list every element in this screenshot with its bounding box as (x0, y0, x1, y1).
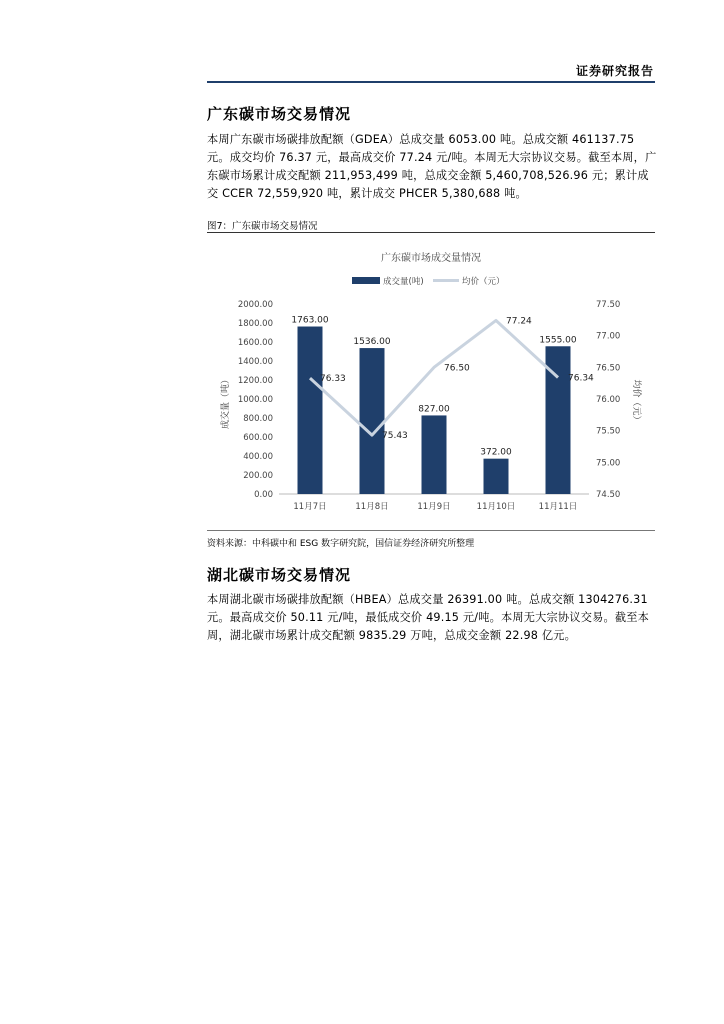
figure-bottom-divider (207, 530, 655, 531)
section-title-hubei: 湖北碳市场交易情况 (207, 566, 352, 584)
header-divider (207, 81, 655, 83)
y-tick-label: 800.00 (243, 414, 273, 424)
section-title-guangdong: 广东碳市场交易情况 (207, 105, 352, 123)
chart-title: 广东碳市场成交量情况 (381, 253, 481, 264)
price-value-label: 76.50 (444, 363, 470, 374)
y-axis-left (238, 300, 273, 500)
legend-swatch-volume (352, 277, 380, 284)
legend-label-price: 均价（元） (462, 277, 505, 287)
y-tick-label: 200.00 (243, 471, 273, 481)
paragraph-guangdong: 本周广东碳市场碳排放配额（GDEA）总成交量 6053.00 吨。总成交额 461137.75 元。成交均价 76.37 元，最高成交价 77.24 元/吨。本周无大宗协议交易。截至本周，广东碳市场累计成交配额 211,953,499 吨，总成交金额 5,460,708,526.96 元；累计成交 CCER 72,559,920 吨，累计成交 PHCER 5,380,688 吨。 (207, 133, 657, 200)
bar (484, 459, 509, 494)
combo-chart (207, 234, 655, 528)
y-tick-label: 1400.00 (237, 357, 273, 367)
x-tick-label: 11月11日 (538, 502, 578, 512)
x-tick-label: 11月10日 (476, 502, 516, 512)
y-axis-right (596, 300, 620, 500)
y-axis-right-label: 均价（元） (631, 379, 641, 425)
figure-caption: 图7：广东碳市场交易情况 (207, 221, 318, 232)
figure-source: 资料来源：中科碳中和 ESG 数字研究院，国信证券经济研究所整理 (207, 539, 475, 549)
y-tick-label: 400.00 (243, 452, 273, 462)
legend-swatch-price (433, 279, 459, 282)
y-tick-label: 1600.00 (237, 338, 273, 348)
y-tick-label: 1000.00 (237, 395, 273, 405)
bar-value-label: 1763.00 (291, 315, 329, 326)
paragraph-hubei: 本周湖北碳市场碳排放配额（HBEA）总成交量 26391.00 吨。总成交额 1304276.31 元。最高成交价 50.11 元/吨，最低成交价 49.15 元/吨。本周无大宗协议交易。截至本周，湖北碳市场累计成交配额 9835.29 万吨，总成交金额 22.98 亿元。 (207, 593, 650, 642)
y-tick-label: 1200.00 (237, 376, 273, 386)
price-value-label: 75.43 (382, 431, 408, 442)
bar-value-label: 372.00 (480, 447, 512, 458)
bar-value-label: 1555.00 (539, 335, 577, 346)
y-tick-label: 2000.00 (237, 300, 273, 310)
bar-value-label: 1536.00 (353, 337, 391, 348)
y-tick-label: 0.00 (254, 490, 273, 500)
x-tick-label: 11月7日 (293, 502, 327, 512)
y2-tick-label: 75.00 (596, 458, 621, 469)
chart-legend (352, 276, 505, 287)
y2-tick-label: 77.50 (596, 300, 621, 310)
x-tick-label: 11月9日 (417, 502, 451, 512)
x-axis (293, 502, 577, 512)
price-value-label: 77.24 (506, 316, 532, 327)
bar (360, 348, 385, 494)
y2-tick-label: 77.00 (596, 331, 621, 342)
price-value-label: 76.33 (320, 374, 346, 385)
price-value-label: 76.34 (568, 373, 594, 384)
y-tick-label: 600.00 (243, 433, 273, 443)
y2-tick-label: 76.50 (596, 363, 621, 374)
bar (298, 327, 323, 494)
y-tick-label: 1800.00 (237, 319, 273, 329)
x-tick-label: 11月8日 (355, 502, 389, 512)
legend-label-volume: 成交量(吨) (383, 277, 424, 287)
y-axis-left-label: 成交量（吨） (221, 374, 231, 430)
report-type-label: 证券研究报告 (575, 64, 654, 78)
y2-tick-label: 74.50 (596, 490, 621, 500)
bar (422, 415, 447, 494)
y2-tick-label: 76.00 (596, 395, 621, 405)
y2-tick-label: 75.50 (596, 426, 621, 437)
figure-top-divider (207, 232, 655, 233)
bar-value-label: 827.00 (418, 404, 450, 415)
